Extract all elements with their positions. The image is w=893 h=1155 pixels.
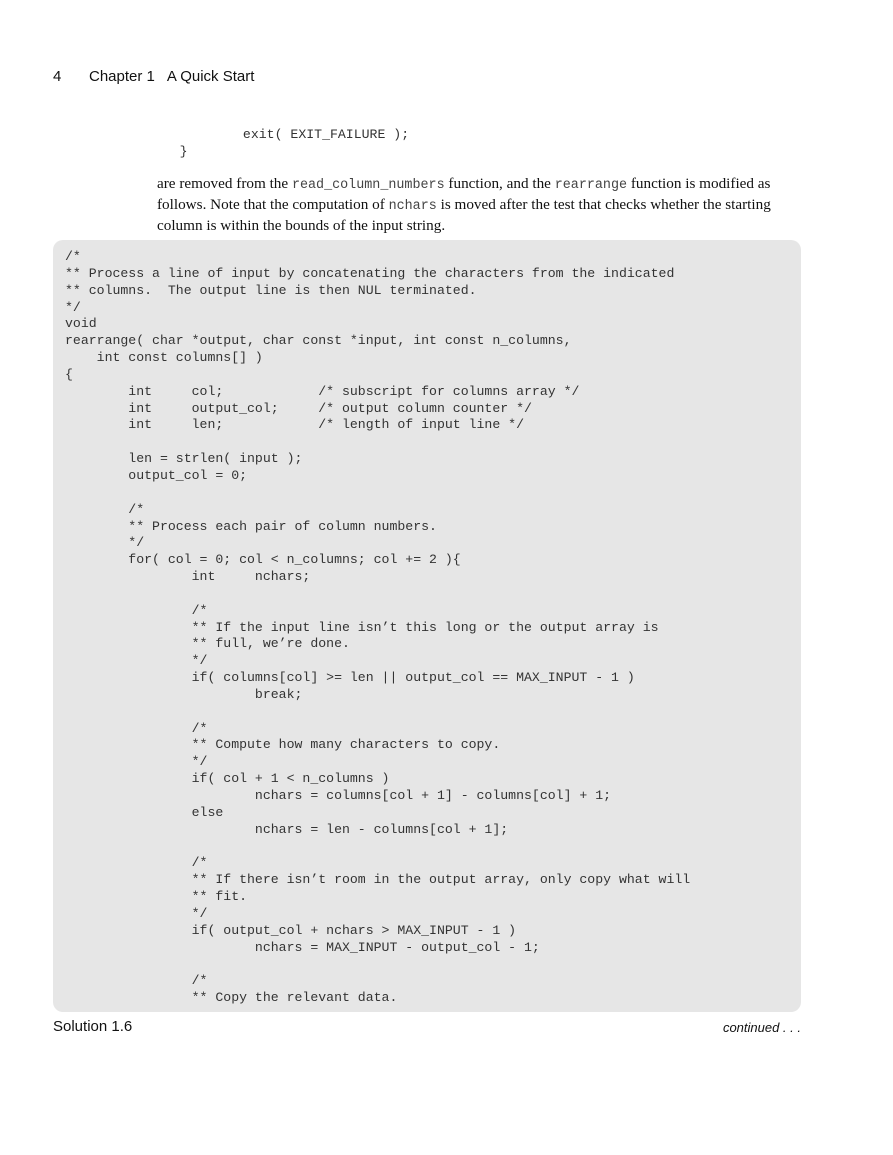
chapter-title: A Quick Start <box>166 68 255 85</box>
paragraph-text: function is modified as follows. Note that the computation of <box>157 175 771 213</box>
page-number: 4 <box>53 68 62 85</box>
paragraph-text: is moved after the test that checks whether the starting column is within the bounds of the input string. <box>157 196 771 234</box>
listing-caption: Solution 1.6 <box>53 1018 133 1035</box>
body-paragraph <box>157 174 787 235</box>
paragraph-text: function, and the <box>444 175 555 192</box>
inline-code-nchars: nchars <box>388 199 437 214</box>
code-listing <box>53 240 801 1012</box>
inline-code-read-column-numbers: read_column_numbers <box>291 178 445 193</box>
continued-note: continued . . . <box>722 1020 801 1035</box>
chapter-label: Chapter 1 <box>89 68 155 85</box>
code-listing-text: /* ** Process a line of input by concatenating the characters from the indicated ** columns. The output line is then NUL terminated. */ void rearrange( char *output, char const *input, int const n_columns, int const columns[] ) { int col; /* subscript for columns array */ int output_col; /* output column counter */ int len; /* length of input line */ len = strlen( input ); output_col = 0; /* ** Process each pair of column numbers. */ for( col = 0; col < n_columns; col += 2 ){ int nchars; /* ** If the input line isn’t this long or the output array is ** full, we’re done. */ if( columns[col] >= len || output_col == MAX_INPUT - 1 ) break; /* ** Compute how many characters to copy. */ if( col + 1 < n_columns ) nchars = columns[col + 1] - columns[col] + 1; else nchars = len - columns[col + 1]; /* ** If there isn’t room in the output array, only copy what will ** fit. */ if( output_col + nchars > MAX_INPUT - 1 ) nchars = MAX_INPUT - output_col - 1; /* ** Copy the relevant data. <box>65 249 691 1006</box>
inline-code-rearrange: rearrange <box>554 178 628 193</box>
paragraph-text: are removed from the <box>157 175 292 192</box>
page-header <box>53 68 254 85</box>
preceding-code-fragment: exit( EXIT_FAILURE ); } <box>179 127 410 159</box>
